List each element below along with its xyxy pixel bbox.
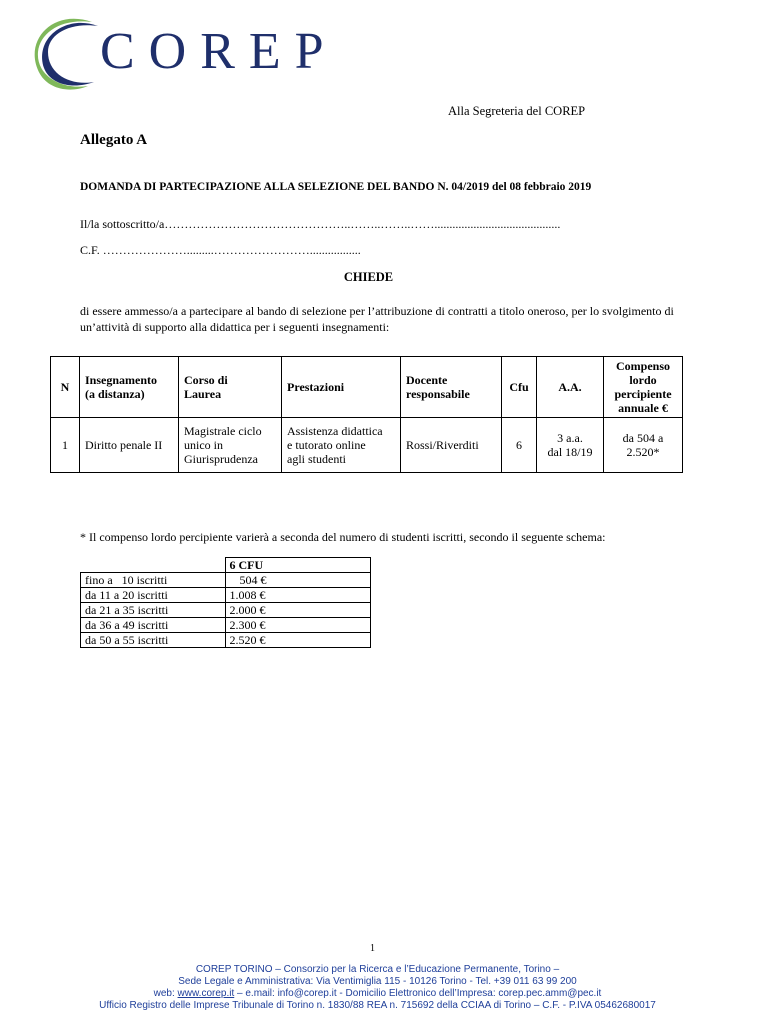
schema-amount: 2.000 € (225, 603, 370, 618)
cell-corso: Magistrale ciclo unico in Giurisprudenza (179, 418, 282, 473)
cell-aa: 3 a.a. dal 18/19 (537, 418, 604, 473)
corep-swoosh-logo-icon (22, 12, 102, 94)
footer (0, 964, 755, 1012)
attachment-title: Allegato A (80, 132, 148, 148)
header-docente: Docente responsabile (401, 357, 502, 418)
header-corso: Corso di Laurea (179, 357, 282, 418)
cell-compenso: da 504 a 2.520* (604, 418, 683, 473)
footer-line-3 (0, 988, 755, 1000)
footer-contacts: – e.mail: info@corep.it - Domicilio Elettronico dell’Impresa: corep.pec.amm@pec.it (234, 988, 602, 999)
cell-prestazioni: Assistenza didattica e tutorato online agli studenti (282, 418, 401, 473)
schema-amount: 2.300 € (225, 618, 370, 633)
table-row (81, 618, 371, 633)
addressee: Alla Segreteria del COREP (448, 104, 586, 118)
table-header-row (51, 357, 683, 418)
cell-cfu: 6 (502, 418, 537, 473)
cell-n: 1 (51, 418, 80, 473)
footer-line-1: COREP TORINO – Consorzio per la Ricerca e l’Educazione Permanente, Torino – (195, 964, 560, 975)
schema-range: da 11 a 20 iscritti (81, 588, 226, 603)
header-cfu: Cfu (502, 357, 537, 418)
schema-amount: 2.520 € (225, 633, 370, 648)
header-compenso: Compenso lordo percipiente annuale € (604, 357, 683, 418)
corep-logo (22, 12, 338, 94)
schema-header-row (81, 558, 371, 573)
compensation-schema-table (80, 557, 371, 648)
schema-range: da 21 a 35 iscritti (81, 603, 226, 618)
header-insegnamento: Insegnamento (a distanza) (80, 357, 179, 418)
table-row (81, 588, 371, 603)
header-n: N (51, 357, 80, 418)
courses-table (50, 356, 683, 473)
schema-amount: 1.008 € (225, 588, 370, 603)
schema-range: da 36 a 49 iscritti (81, 618, 226, 633)
undersigned-field: Il/la sottoscritto/a………………………………………..……..……..…….......................................... (80, 217, 561, 231)
request-paragraph: di essere ammesso/a a partecipare al bando di selezione per l’attribuzione di contratti a titolo oneroso, per lo svolgimento di un’attività di supporto alla didattica per i seguenti insegnamenti: (80, 304, 674, 334)
schema-range: fino a 10 iscritti (81, 573, 226, 588)
schema-range: da 50 a 55 iscritti (81, 633, 226, 648)
website-link[interactable]: www.corep.it (177, 988, 235, 999)
logo-wordmark: COREP (100, 23, 338, 80)
footer-line-4: Ufficio Registro delle Imprese Tribunale di Torino n. 1830/88 REA n. 715692 della CCIAA di Torino – C.F. - P.IVA 05462680017 (99, 1000, 656, 1011)
header-prestazioni: Prestazioni (282, 357, 401, 418)
footer-web-prefix: web: (153, 988, 178, 999)
request-heading: CHIEDE (343, 270, 394, 284)
table-row (81, 633, 371, 648)
footer-line-2: Sede Legale e Amministrativa: Via Ventimiglia 115 - 10126 Torino - Tel. +39 011 63 99 200 (178, 976, 577, 987)
application-heading: DOMANDA DI PARTECIPAZIONE ALLA SELEZIONE DEL BANDO N. 04/2019 del 08 febbraio 2019 (80, 181, 592, 193)
header-aa: A.A. (537, 357, 604, 418)
tax-code-field: C.F. ………………….........……………………................. (80, 243, 361, 257)
schema-amount: 504 € (225, 573, 370, 588)
table-row (51, 418, 683, 473)
cell-docente: Rossi/Riverditi (401, 418, 502, 473)
schema-header-empty (81, 558, 226, 573)
table-row (81, 603, 371, 618)
schema-header-cfu: 6 CFU (225, 558, 370, 573)
table-row (81, 573, 371, 588)
cell-insegnamento: Diritto penale II (80, 418, 179, 473)
page-number: 1 (370, 943, 375, 954)
compensation-note: * Il compenso lordo percipiente varierà a seconda del numero di studenti iscritti, secondo il seguente schema: (80, 530, 606, 544)
